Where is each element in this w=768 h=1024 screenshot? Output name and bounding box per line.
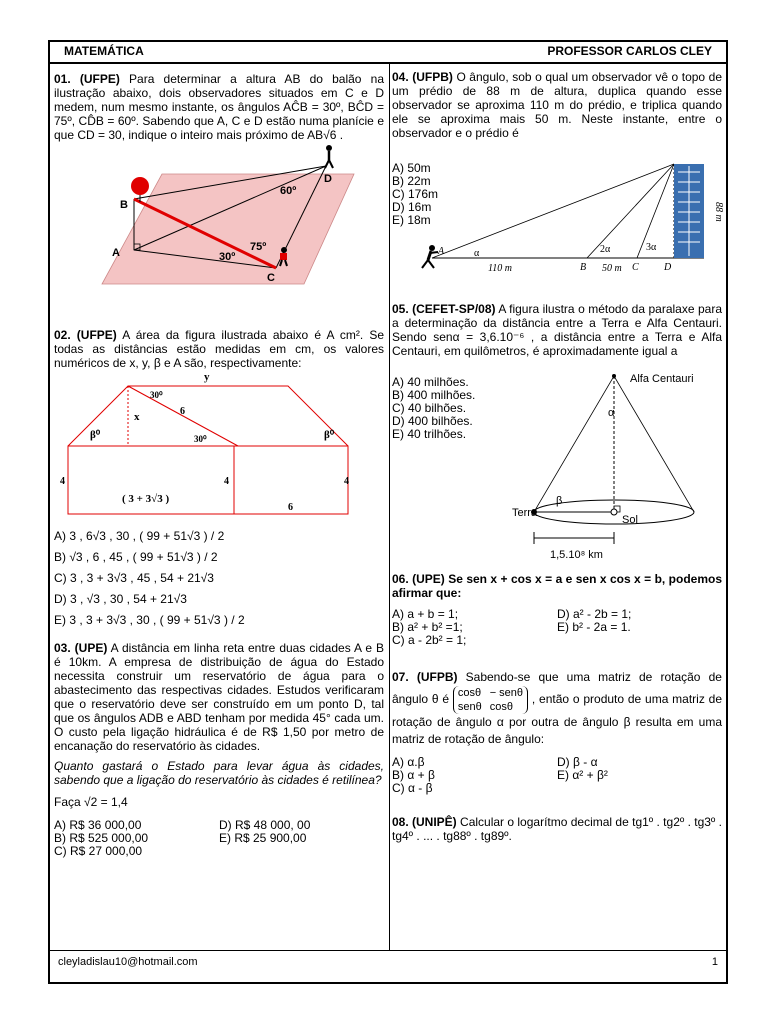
- q01-label-b: B: [120, 199, 128, 211]
- q02-side-6b: 6: [288, 502, 293, 513]
- q04-sight-a: [432, 164, 674, 258]
- q05-line-right: [614, 376, 694, 512]
- q02-side-4c: 4: [344, 476, 349, 487]
- q03-option-b[interactable]: B) R$ 525 000,00: [54, 831, 149, 845]
- q06-options: [392, 608, 722, 647]
- q03-option-d[interactable]: D) R$ 48 000, 00: [219, 818, 311, 832]
- q06-option-a[interactable]: A) a + b = 1;: [392, 607, 459, 621]
- q04-angle-2alpha: 2α: [600, 244, 611, 255]
- q05-label-star: Alfa Centauri: [630, 373, 694, 385]
- q02-option-b[interactable]: B) √3 , 6 , 45 , ( 99 + 51√3 ) / 2: [54, 550, 218, 564]
- q04-option-e[interactable]: E) 18m: [392, 213, 431, 227]
- page-header: [50, 42, 726, 64]
- q07-option-e[interactable]: E) α² + β²: [557, 768, 608, 782]
- question-02: [54, 328, 384, 370]
- q02-trapezoid: [68, 386, 348, 446]
- q05-block: [392, 362, 722, 566]
- question-04: [392, 70, 722, 140]
- q02-label-y: y: [204, 371, 210, 383]
- q04-label-a: A: [438, 246, 445, 257]
- q01-label: 01. (UFPE): [54, 72, 120, 86]
- left-column: [54, 72, 384, 858]
- teacher-name: PROFESSOR CARLOS CLEY: [547, 44, 712, 58]
- q03-option-c[interactable]: C) R$ 27 000,00: [54, 844, 143, 858]
- q02-side-4a: 4: [60, 476, 65, 487]
- q07-text-b: , então o produto de uma matriz de rotação de ângulo α por outra de ângulo β resulta em uma matriz de rotação de ângulo:: [392, 692, 723, 746]
- q04-dist-50: 50 m: [602, 263, 622, 274]
- q04-dist-110: 110 m: [488, 263, 512, 274]
- q02-beta-left: β⁰: [90, 429, 101, 441]
- column-divider: [389, 62, 390, 950]
- q05-figure: [392, 362, 722, 566]
- q02-angle-30a: 30⁰: [150, 390, 163, 400]
- q01-label-c: C: [267, 272, 275, 284]
- q05-option-e[interactable]: E) 40 trilhões.: [392, 427, 467, 441]
- q08-text: Calcular o logarítmo decimal de tg1º . tg2º . tg3º . tg4º . ... . tg88º . tg89º.: [392, 815, 722, 843]
- question-03: [54, 641, 384, 753]
- right-column: [392, 70, 722, 843]
- q03-text: A distância em linha reta entre duas cidades A e B é 10km. A empresa de distribuição de água do Estado necessita construir um reservatório de água para o abastecimento das respectivas cidades. Estudos verificaram que o reservatório deve ser construído em um ponto D, tal que os ângulos ADB e ABD tenham por medida 45° cada um. O custo pela ligação hidráulica é de R$ 1,50 por metro de encanação do reservatório às cidades.: [54, 641, 385, 753]
- q05-text: A figura ilustra o método da paralaxe para a determinação da distância entre a Terra e Alfa Centauri. Sendo senα = 3,6.10⁻⁶ , a distância entre a Terra e Alfa Centauri, em quilômetros, é aproximadamente igual a: [392, 302, 723, 358]
- subject-title: MATEMÁTICA: [64, 44, 144, 58]
- q06-option-d[interactable]: D) a² - 2b = 1;: [557, 607, 632, 621]
- q02-beta-right: β⁰: [324, 429, 335, 441]
- q02-angle-30b: 30⁰: [194, 434, 207, 444]
- q07-text-a: Sabendo-se que uma matriz de rotação de ângulo θ é: [392, 670, 722, 707]
- q04-block: [392, 152, 722, 280]
- q02-options: [54, 526, 384, 631]
- q02-figure: [54, 370, 384, 522]
- q02-label: 02. (UFPE): [54, 328, 117, 342]
- footer-line: [50, 950, 726, 951]
- q04-option-d[interactable]: D) 16m: [392, 200, 432, 214]
- q04-label-b: B: [580, 262, 587, 273]
- q02-label-x: x: [134, 411, 140, 423]
- q01-figure: [54, 144, 384, 314]
- q04-option-a[interactable]: A) 50m: [392, 161, 431, 175]
- q04-angle-3alpha: 3α: [646, 242, 657, 253]
- q07-label: 07. (UFPB): [392, 670, 458, 684]
- q04-label-d: D: [664, 262, 672, 273]
- observer-d-icon: [325, 145, 333, 168]
- q08-label: 08. (UNIPÊ): [392, 815, 457, 829]
- question-01: [54, 72, 384, 142]
- footer-email: cleyladislau10@hotmail.com: [58, 956, 198, 968]
- q07-matrix-12: − senθ: [489, 687, 524, 699]
- q07-option-d[interactable]: D) β - α: [557, 755, 598, 769]
- page-number: 1: [711, 956, 718, 968]
- q04-angle-alpha: α: [474, 248, 480, 259]
- q03-options: [54, 819, 384, 858]
- q01-angle-30: 30º: [219, 251, 236, 263]
- q06-text: Se sen x + cos x = a e sen x cos x = b, podemos afirmar que:: [392, 572, 723, 600]
- q01-label-a: A: [112, 247, 120, 259]
- question-07: [392, 669, 722, 748]
- q01-label-d: D: [324, 173, 332, 185]
- q02-option-e[interactable]: E) 3 , 3 + 3√3 , 30 , ( 99 + 51√3 ) / 2: [54, 613, 245, 627]
- q07-option-b[interactable]: B) α + β: [392, 768, 435, 782]
- q04-height-88: 88 m: [713, 202, 724, 222]
- q06-option-e[interactable]: E) b² - 2a = 1.: [557, 620, 631, 634]
- q05-option-c[interactable]: C) 40 bilhões.: [392, 401, 467, 415]
- q07-options: [392, 756, 722, 795]
- q04-option-c[interactable]: C) 176m: [392, 187, 439, 201]
- q05-option-b[interactable]: B) 400 milhões.: [392, 388, 476, 402]
- q06-label: 06. (UPE): [392, 572, 445, 586]
- q06-option-c[interactable]: C) a - 2b² = 1;: [392, 633, 467, 647]
- question-05: [392, 302, 722, 358]
- q05-option-d[interactable]: D) 400 bilhões.: [392, 414, 473, 428]
- q06-option-b[interactable]: B) a² + b² =1;: [392, 620, 463, 634]
- sun-icon: [611, 509, 617, 515]
- q03-option-a[interactable]: A) R$ 36 000,00: [54, 818, 142, 832]
- q03-label: 03. (UPE): [54, 641, 108, 655]
- q07-matrix-11: cosθ: [457, 687, 482, 699]
- q04-option-b[interactable]: B) 22m: [392, 174, 431, 188]
- question-08: [392, 815, 722, 843]
- balloon-icon: [131, 177, 149, 195]
- q02-option-a[interactable]: A) 3 , 6√3 , 30 , ( 99 + 51√3 ) / 2: [54, 529, 225, 543]
- q04-text: O ângulo, sob o qual um observador vê o topo de um prédio de 88 m de altura, duplica quando esse observador se aproxima 110 m do prédio, e triplica quando ele se aproxima mais 50 m. Neste instante, entre o observador e o prédio é: [392, 70, 722, 140]
- q02-text: A área da figura ilustrada abaixo é A cm². Se todas as distâncias estão medidas em cm, os valores numéricos de x, y, β e A são, respectivamente:: [54, 328, 385, 370]
- q02-option-c[interactable]: C) 3 , 3 + 3√3 , 45 , 54 + 21√3: [54, 571, 214, 585]
- q05-label: 05. (CEFET-SP/08): [392, 302, 496, 316]
- q01-angle-60: 60º: [280, 185, 297, 197]
- q01-angle-75: 75º: [250, 241, 267, 253]
- q05-label-sun: Sol: [622, 514, 638, 526]
- q07-matrix: [453, 686, 528, 714]
- q07-matrix-21: senθ: [457, 701, 482, 713]
- q02-option-d[interactable]: D) 3 , √3 , 30 , 54 + 21√3: [54, 592, 187, 606]
- q07-option-c[interactable]: C) α - β: [392, 781, 433, 795]
- q01-text: Para determinar a altura AB do balão na ilustração abaixo, dois observadores situados em C e D medem, num mesmo instante, os ângulos AĈB = 30º, BĈD = 75º, CD̂B = 60º. Sabendo que A, C e D estão numa planície e que CD = 30, indique o inteiro mais próximo de AB√6 .: [54, 72, 385, 142]
- q05-line-earth: [534, 376, 614, 512]
- q07-option-a[interactable]: A) α.β: [392, 755, 425, 769]
- q04-label-c: C: [632, 262, 639, 273]
- q05-label-earth: Terra: [512, 507, 538, 519]
- q04-figure: [392, 152, 722, 280]
- question-06: [392, 572, 722, 600]
- q05-angle-beta: β: [556, 495, 563, 507]
- q03-hint: Faça √2 = 1,4: [54, 795, 128, 809]
- q05-label-dist: 1,5.10⁸ km: [550, 549, 603, 561]
- q05-angle-alpha: α: [608, 407, 615, 419]
- q02-side-area: ( 3 + 3√3 ): [122, 493, 170, 505]
- q07-matrix-22: cosθ: [489, 701, 513, 713]
- q02-side-4b: 4: [224, 476, 229, 487]
- q03-option-e[interactable]: E) R$ 25 900,00: [219, 831, 307, 845]
- q03-question: Quanto gastará o Estado para levar água às cidades, sabendo que a ligação do reservatório às cidades é retilínea?: [54, 759, 384, 787]
- q05-option-a[interactable]: A) 40 milhões.: [392, 375, 469, 389]
- q04-label: 04. (UFPB): [392, 70, 453, 84]
- q02-label-6a: 6: [180, 406, 185, 417]
